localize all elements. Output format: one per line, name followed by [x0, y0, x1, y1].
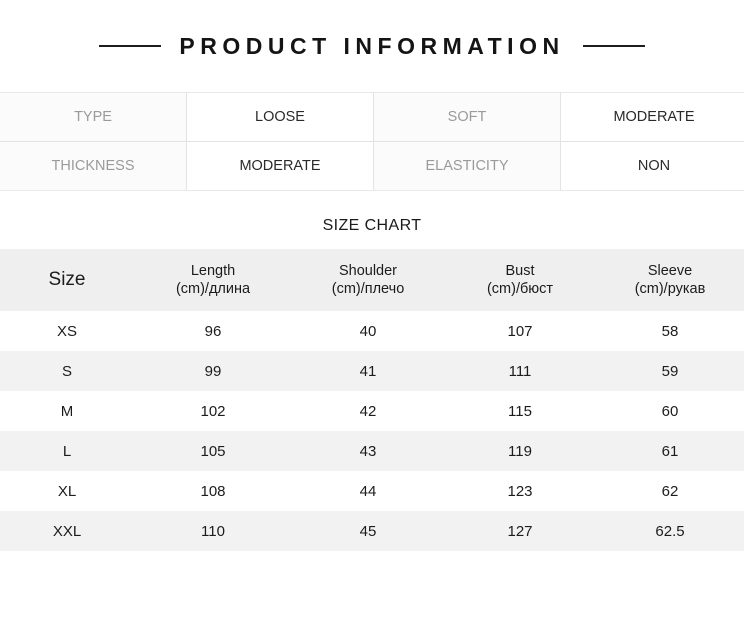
attribute-value-thickness: MODERATE	[187, 142, 374, 191]
page-header	[0, 0, 744, 92]
table-row	[0, 511, 744, 551]
cell-size: XXL	[0, 511, 134, 551]
column-header-bust	[444, 249, 596, 311]
column-header-shoulder-line2: (cm)/плечо	[331, 281, 405, 297]
cell-length: 99	[134, 351, 292, 391]
cell-shoulder: 41	[292, 351, 444, 391]
attribute-value-type: LOOSE	[187, 93, 374, 142]
cell-bust: 127	[444, 511, 596, 551]
cell-size: M	[0, 391, 134, 431]
header-rule-left-icon	[99, 45, 161, 47]
cell-bust: 111	[444, 351, 596, 391]
cell-size: L	[0, 431, 134, 471]
cell-size: XS	[0, 311, 134, 351]
column-header-length-line1: Length	[190, 262, 236, 279]
column-header-length	[134, 249, 292, 311]
column-header-length-line2: (cm)/длина	[175, 281, 251, 297]
column-header-bust-line1: Bust	[505, 262, 535, 279]
size-chart-title: SIZE CHART	[322, 217, 422, 234]
table-row	[0, 311, 744, 351]
table-row	[0, 93, 744, 142]
cell-length: 108	[134, 471, 292, 511]
cell-shoulder: 43	[292, 431, 444, 471]
cell-length: 96	[134, 311, 292, 351]
header-rule-right-icon	[583, 45, 645, 47]
table-row	[0, 431, 744, 471]
cell-bust: 115	[444, 391, 596, 431]
column-header-sleeve-line1: Sleeve	[647, 262, 693, 279]
cell-length: 110	[134, 511, 292, 551]
attribute-value-soft: MODERATE	[561, 93, 744, 142]
cell-shoulder: 42	[292, 391, 444, 431]
page-footer-space	[0, 551, 744, 591]
attribute-value-elasticity: NON	[561, 142, 744, 191]
attribute-label-thickness: THICKNESS	[0, 142, 187, 191]
cell-shoulder: 45	[292, 511, 444, 551]
column-header-shoulder	[292, 249, 444, 311]
attribute-label-soft: SOFT	[374, 93, 561, 142]
cell-size: XL	[0, 471, 134, 511]
attributes-table	[0, 92, 744, 191]
cell-sleeve: 59	[596, 351, 744, 391]
attribute-label-type: TYPE	[0, 93, 187, 142]
table-row	[0, 142, 744, 191]
column-header-size-line1: Size	[48, 269, 86, 291]
column-header-shoulder-line1: Shoulder	[338, 262, 398, 279]
size-chart-table	[0, 249, 744, 551]
cell-bust: 119	[444, 431, 596, 471]
table-row	[0, 391, 744, 431]
column-header-size	[0, 249, 134, 311]
table-header-row	[0, 249, 744, 311]
cell-length: 102	[134, 391, 292, 431]
column-header-sleeve	[596, 249, 744, 311]
header-inner	[99, 33, 644, 60]
table-row	[0, 471, 744, 511]
cell-shoulder: 44	[292, 471, 444, 511]
page-title: PRODUCT INFORMATION	[179, 32, 565, 59]
column-header-sleeve-line2: (cm)/рукав	[634, 281, 706, 297]
cell-sleeve: 62	[596, 471, 744, 511]
cell-sleeve: 61	[596, 431, 744, 471]
cell-sleeve: 62.5	[596, 511, 744, 551]
cell-size: S	[0, 351, 134, 391]
cell-bust: 107	[444, 311, 596, 351]
cell-bust: 123	[444, 471, 596, 511]
cell-sleeve: 58	[596, 311, 744, 351]
column-header-bust-line2: (cm)/бюст	[486, 281, 554, 297]
table-row	[0, 351, 744, 391]
attribute-label-elasticity: ELASTICITY	[374, 142, 561, 191]
cell-shoulder: 40	[292, 311, 444, 351]
cell-sleeve: 60	[596, 391, 744, 431]
cell-length: 105	[134, 431, 292, 471]
